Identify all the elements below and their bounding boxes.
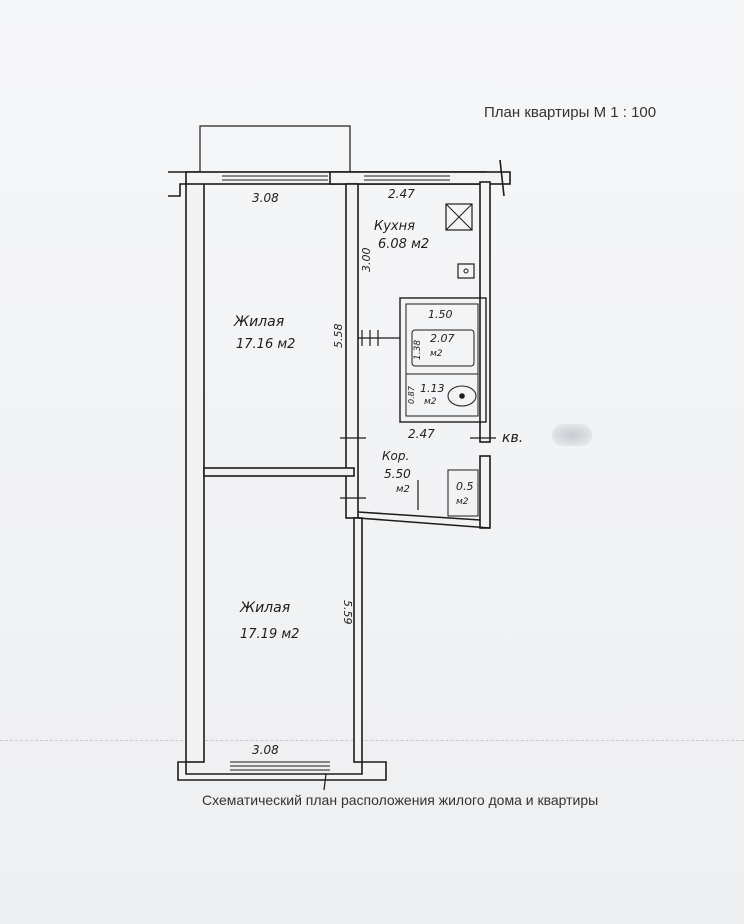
redacted-apartment-number: [552, 424, 592, 446]
toilet-area-unit: м2: [424, 397, 437, 407]
corridor-name: Кор.: [382, 449, 410, 463]
corridor-area-unit: м2: [396, 484, 410, 495]
bathroom-depth: 1.38: [413, 339, 423, 360]
corridor-area: 5.50: [384, 467, 411, 481]
toilet-depth: 0.87: [407, 386, 416, 404]
plan-scale-title: План квартиры М 1 : 100: [484, 104, 657, 121]
sink: [458, 264, 474, 278]
living2-area: 17.19 м2: [240, 627, 300, 642]
wall-exterior-left: [186, 182, 204, 762]
wall-exterior-right: [480, 182, 490, 442]
living1-name: Жилая: [234, 314, 285, 330]
plan-caption: Схематический план расположения жилого дома и квартиры: [202, 792, 599, 808]
bathroom-area: 2.07: [430, 332, 455, 345]
dim-bottom: 3.08: [252, 743, 279, 757]
bathroom-area-unit: м2: [430, 349, 443, 359]
dim-mid-corridor: 2.47: [408, 427, 435, 441]
wall-exterior-right-lower: [480, 456, 490, 528]
closet: [448, 470, 478, 516]
closet-area-unit: м2: [456, 497, 469, 507]
window-bottom-living: [230, 762, 330, 770]
kitchen-name: Кухня: [374, 219, 415, 234]
living1-length: 5.58: [332, 323, 345, 348]
bathroom-width: 1.50: [428, 308, 453, 321]
kitchen-length: 3.00: [360, 247, 373, 272]
balcony: [200, 126, 350, 172]
wall-bottom: [178, 762, 386, 780]
toilet-area: 1.13: [420, 382, 445, 395]
living2-name: Жилая: [240, 600, 291, 616]
wall-living2-right: [354, 518, 362, 762]
dim-top-left: 3.08: [252, 191, 279, 205]
living1-area: 17.16 м2: [236, 337, 296, 352]
living2-length: 5.59: [341, 600, 354, 625]
closet-area: 0.5: [456, 480, 474, 493]
wall-partition-living: [204, 468, 354, 476]
apartment-label: кв.: [502, 430, 524, 446]
kitchen-area: 6.08 м2: [378, 237, 430, 252]
dim-top-kitchen: 2.47: [388, 187, 415, 201]
